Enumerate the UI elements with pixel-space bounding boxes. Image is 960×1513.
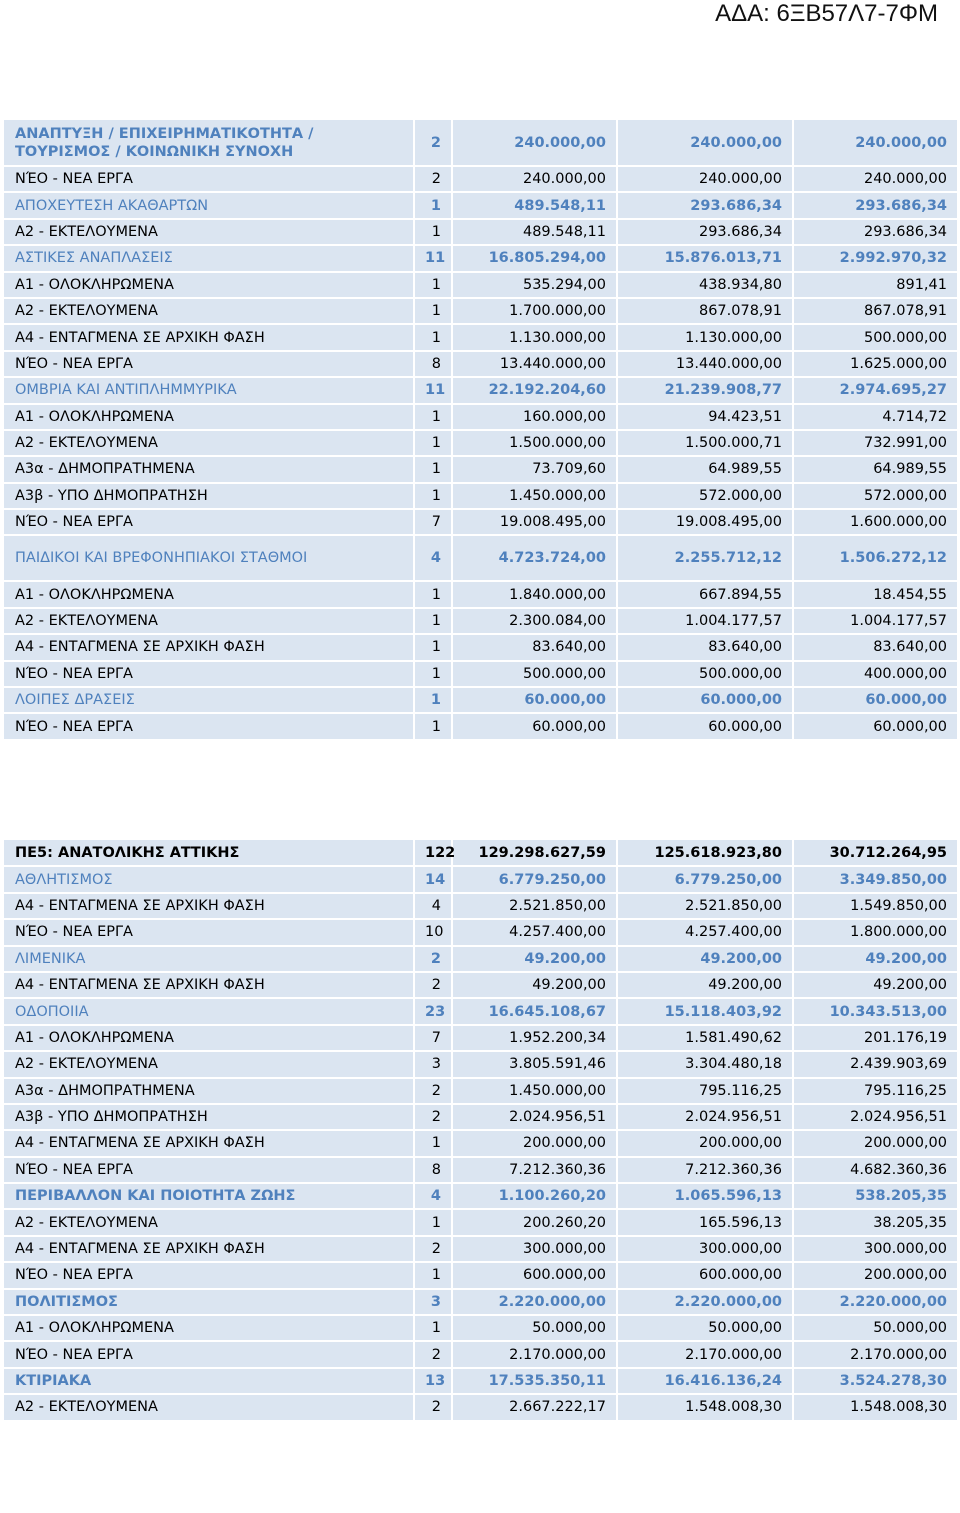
row-value-1: 83.640,00 (452, 634, 617, 660)
row-value-3: 60.000,00 (793, 713, 958, 739)
row-value-3: 732.991,00 (793, 430, 958, 456)
row-count: 8 (414, 1157, 452, 1183)
row-name: Α2 - ΕΚΤΕΛΟΥΜΕΝΑ (4, 1209, 414, 1235)
row-value-3: 300.000,00 (793, 1236, 958, 1262)
category-row (4, 998, 958, 1024)
row-name: Α2 - ΕΚΤΕΛΟΥΜΕΝΑ (4, 298, 414, 324)
row-value-1: 13.440.000,00 (452, 351, 617, 377)
row-value-1: 129.298.627,59 (452, 840, 617, 866)
row-value-2: 2.521.850,00 (617, 893, 793, 919)
row-count: 2 (414, 946, 452, 972)
row-value-1: 3.805.591,46 (452, 1051, 617, 1077)
row-value-3: 240.000,00 (793, 120, 958, 166)
row-value-2: 165.596,13 (617, 1209, 793, 1235)
row-value-3: 867.078,91 (793, 298, 958, 324)
row-value-3: 1.004.177,57 (793, 608, 958, 634)
row-value-3: 795.116,25 (793, 1078, 958, 1104)
row-value-2: 13.440.000,00 (617, 351, 793, 377)
row-value-2: 49.200,00 (617, 946, 793, 972)
table-row (4, 324, 958, 350)
row-name: Α3β - ΥΠΟ ΔΗΜΟΠΡΑΤΗΣΗ (4, 483, 414, 509)
budget-table-1 (4, 120, 959, 741)
row-count: 1 (414, 430, 452, 456)
row-value-2: 3.304.480,18 (617, 1051, 793, 1077)
row-value-3: 4.682.360,36 (793, 1157, 958, 1183)
table-row (4, 456, 958, 482)
row-name: Α1 - ΟΛΟΚΛΗΡΩΜΕΝΑ (4, 272, 414, 298)
category-row (4, 1289, 958, 1315)
row-value-2: 572.000,00 (617, 483, 793, 509)
row-value-2: 49.200,00 (617, 972, 793, 998)
row-value-2: 64.989,55 (617, 456, 793, 482)
row-value-3: 2.974.695,27 (793, 377, 958, 403)
row-value-1: 50.000,00 (452, 1315, 617, 1341)
row-value-1: 1.952.200,34 (452, 1025, 617, 1051)
ada-stamp: ΑΔΑ: 6ΞΒ57Λ7-7ΦΜ (715, 0, 938, 27)
row-count: 1 (414, 192, 452, 218)
table-row (4, 1394, 958, 1420)
row-value-2: 60.000,00 (617, 713, 793, 739)
row-name: ΝΈΟ - ΝΕΑ ΕΡΓΑ (4, 1341, 414, 1367)
row-value-1: 500.000,00 (452, 661, 617, 687)
row-count: 2 (414, 166, 452, 192)
row-value-3: 49.200,00 (793, 972, 958, 998)
row-value-3: 1.506.272,12 (793, 535, 958, 581)
row-value-2: 667.894,55 (617, 581, 793, 607)
row-name: Α1 - ΟΛΟΚΛΗΡΩΜΕΝΑ (4, 1315, 414, 1341)
row-count: 1 (414, 219, 452, 245)
row-count: 2 (414, 972, 452, 998)
row-name: Α1 - ΟΛΟΚΛΗΡΩΜΕΝΑ (4, 404, 414, 430)
table-row (4, 351, 958, 377)
row-name: ΑΠΟΧΕΥΤΕΣΗ ΑΚΑΘΑΡΤΩΝ (4, 192, 414, 218)
row-value-1: 6.779.250,00 (452, 866, 617, 892)
row-value-2: 4.257.400,00 (617, 919, 793, 945)
row-count: 11 (414, 377, 452, 403)
row-value-2: 19.008.495,00 (617, 509, 793, 535)
row-value-3: 400.000,00 (793, 661, 958, 687)
row-value-3: 200.000,00 (793, 1130, 958, 1156)
table-row (4, 166, 958, 192)
row-value-1: 200.000,00 (452, 1130, 617, 1156)
row-value-3: 18.454,55 (793, 581, 958, 607)
row-value-3: 200.000,00 (793, 1262, 958, 1288)
table-row (4, 1078, 958, 1104)
row-value-3: 2.170.000,00 (793, 1341, 958, 1367)
table-row (4, 1051, 958, 1077)
row-value-1: 1.840.000,00 (452, 581, 617, 607)
row-value-1: 300.000,00 (452, 1236, 617, 1262)
row-value-1: 1.450.000,00 (452, 1078, 617, 1104)
category-row (4, 192, 958, 218)
row-count: 1 (414, 483, 452, 509)
row-value-2: 240.000,00 (617, 166, 793, 192)
row-value-1: 16.645.108,67 (452, 998, 617, 1024)
row-value-3: 1.548.008,30 (793, 1394, 958, 1420)
row-value-1: 19.008.495,00 (452, 509, 617, 535)
row-value-3: 49.200,00 (793, 946, 958, 972)
table-row (4, 919, 958, 945)
row-value-2: 1.130.000,00 (617, 324, 793, 350)
row-count: 4 (414, 893, 452, 919)
row-value-3: 30.712.264,95 (793, 840, 958, 866)
row-name: ΠΕΡΙΒΑΛΛΟΝ ΚΑΙ ΠΟΙΟΤΗΤΑ ΖΩΗΣ (4, 1183, 414, 1209)
row-count: 14 (414, 866, 452, 892)
budget-table-2-body (4, 840, 958, 1421)
row-name: ΑΘΛΗΤΙΣΜΟΣ (4, 866, 414, 892)
row-name: ΝΈΟ - ΝΕΑ ΕΡΓΑ (4, 166, 414, 192)
row-count: 1 (414, 608, 452, 634)
table-row (4, 509, 958, 535)
row-value-3: 201.176,19 (793, 1025, 958, 1051)
table-row (4, 1130, 958, 1156)
category-row (4, 535, 958, 581)
row-value-2: 293.686,34 (617, 219, 793, 245)
row-name: Α2 - ΕΚΤΕΛΟΥΜΕΝΑ (4, 608, 414, 634)
row-count: 1 (414, 661, 452, 687)
row-value-3: 50.000,00 (793, 1315, 958, 1341)
row-count: 1 (414, 404, 452, 430)
category-row (4, 245, 958, 271)
row-value-2: 300.000,00 (617, 1236, 793, 1262)
table-row (4, 1262, 958, 1288)
row-value-2: 50.000,00 (617, 1315, 793, 1341)
row-value-1: 240.000,00 (452, 166, 617, 192)
row-value-2: 16.416.136,24 (617, 1368, 793, 1394)
table-row (4, 404, 958, 430)
table-row (4, 893, 958, 919)
row-value-1: 1.100.260,20 (452, 1183, 617, 1209)
row-count: 11 (414, 245, 452, 271)
table-row (4, 972, 958, 998)
budget-table-2 (4, 840, 959, 1422)
row-value-2: 6.779.250,00 (617, 866, 793, 892)
row-value-3: 2.992.970,32 (793, 245, 958, 271)
row-count: 1 (414, 1262, 452, 1288)
row-value-3: 240.000,00 (793, 166, 958, 192)
row-value-3: 891,41 (793, 272, 958, 298)
row-name: ΛΟΙΠΕΣ ΔΡΑΣΕΙΣ (4, 687, 414, 713)
row-value-3: 1.549.850,00 (793, 893, 958, 919)
row-value-1: 49.200,00 (452, 972, 617, 998)
row-count: 2 (414, 1078, 452, 1104)
row-value-1: 1.130.000,00 (452, 324, 617, 350)
row-value-2: 600.000,00 (617, 1262, 793, 1288)
row-value-3: 64.989,55 (793, 456, 958, 482)
table-row (4, 608, 958, 634)
row-count: 3 (414, 1051, 452, 1077)
row-name: Α3α - ΔΗΜΟΠΡΑΤΗΜΕΝΑ (4, 456, 414, 482)
row-value-1: 73.709,60 (452, 456, 617, 482)
row-count: 7 (414, 1025, 452, 1051)
row-count: 1 (414, 687, 452, 713)
row-value-3: 83.640,00 (793, 634, 958, 660)
table-row (4, 430, 958, 456)
row-count: 1 (414, 1130, 452, 1156)
row-value-1: 600.000,00 (452, 1262, 617, 1288)
row-value-1: 1.700.000,00 (452, 298, 617, 324)
table-row (4, 1341, 958, 1367)
row-value-3: 1.600.000,00 (793, 509, 958, 535)
row-value-1: 60.000,00 (452, 713, 617, 739)
table-row (4, 219, 958, 245)
row-count: 7 (414, 509, 452, 535)
row-value-3: 2.024.956,51 (793, 1104, 958, 1130)
row-name: ΠΑΙΔΙΚΟΙ ΚΑΙ ΒΡΕΦΟΝΗΠΙΑΚΟΙ ΣΤΑΘΜΟΙ (4, 535, 414, 581)
region-total-row (4, 840, 958, 866)
row-name: Α4 - ΕΝΤΑΓΜΕΝΑ ΣΕ ΑΡΧΙΚΗ ΦΑΣΗ (4, 324, 414, 350)
budget-table-1-body (4, 120, 958, 740)
row-value-2: 15.118.403,92 (617, 998, 793, 1024)
row-value-3: 538.205,35 (793, 1183, 958, 1209)
row-name: ΝΈΟ - ΝΕΑ ΕΡΓΑ (4, 509, 414, 535)
row-count: 13 (414, 1368, 452, 1394)
row-value-3: 60.000,00 (793, 687, 958, 713)
row-value-2: 1.004.177,57 (617, 608, 793, 634)
table-row (4, 1236, 958, 1262)
row-value-1: 49.200,00 (452, 946, 617, 972)
row-count: 1 (414, 581, 452, 607)
category-row (4, 1368, 958, 1394)
table-row (4, 1157, 958, 1183)
row-value-1: 489.548,11 (452, 192, 617, 218)
row-value-1: 17.535.350,11 (452, 1368, 617, 1394)
row-value-1: 4.257.400,00 (452, 919, 617, 945)
row-value-3: 2.220.000,00 (793, 1289, 958, 1315)
row-count: 2 (414, 120, 452, 166)
row-name: Α4 - ΕΝΤΑΓΜΕΝΑ ΣΕ ΑΡΧΙΚΗ ΦΑΣΗ (4, 1130, 414, 1156)
row-value-1: 22.192.204,60 (452, 377, 617, 403)
row-count: 23 (414, 998, 452, 1024)
row-name: ΚΤΙΡΙΑΚΑ (4, 1368, 414, 1394)
table-row (4, 1209, 958, 1235)
row-count: 10 (414, 919, 452, 945)
row-value-3: 293.686,34 (793, 192, 958, 218)
row-value-2: 293.686,34 (617, 192, 793, 218)
row-name: Α4 - ΕΝΤΑΓΜΕΝΑ ΣΕ ΑΡΧΙΚΗ ΦΑΣΗ (4, 893, 414, 919)
row-name: Α4 - ΕΝΤΑΓΜΕΝΑ ΣΕ ΑΡΧΙΚΗ ΦΑΣΗ (4, 972, 414, 998)
row-value-3: 293.686,34 (793, 219, 958, 245)
row-value-3: 3.524.278,30 (793, 1368, 958, 1394)
row-value-3: 1.800.000,00 (793, 919, 958, 945)
row-value-3: 2.439.903,69 (793, 1051, 958, 1077)
row-count: 1 (414, 272, 452, 298)
row-name: ΝΈΟ - ΝΕΑ ΕΡΓΑ (4, 919, 414, 945)
row-name: ΝΈΟ - ΝΕΑ ΕΡΓΑ (4, 713, 414, 739)
table-row (4, 634, 958, 660)
row-value-3: 1.625.000,00 (793, 351, 958, 377)
row-value-1: 489.548,11 (452, 219, 617, 245)
row-value-2: 60.000,00 (617, 687, 793, 713)
row-value-2: 7.212.360,36 (617, 1157, 793, 1183)
row-count: 1 (414, 1209, 452, 1235)
row-name: Α1 - ΟΛΟΚΛΗΡΩΜΕΝΑ (4, 1025, 414, 1051)
row-value-1: 160.000,00 (452, 404, 617, 430)
row-value-1: 2.024.956,51 (452, 1104, 617, 1130)
row-value-2: 2.024.956,51 (617, 1104, 793, 1130)
table-row (4, 1315, 958, 1341)
row-value-1: 16.805.294,00 (452, 245, 617, 271)
row-count: 4 (414, 535, 452, 581)
row-value-2: 15.876.013,71 (617, 245, 793, 271)
category-row (4, 866, 958, 892)
row-name: Α4 - ΕΝΤΑΓΜΕΝΑ ΣΕ ΑΡΧΙΚΗ ΦΑΣΗ (4, 634, 414, 660)
row-count: 1 (414, 324, 452, 350)
row-value-2: 1.581.490,62 (617, 1025, 793, 1051)
row-count: 122 (414, 840, 452, 866)
category-row (4, 377, 958, 403)
row-value-3: 38.205,35 (793, 1209, 958, 1235)
row-value-3: 500.000,00 (793, 324, 958, 350)
table-row (4, 713, 958, 739)
row-name: ΝΈΟ - ΝΕΑ ΕΡΓΑ (4, 661, 414, 687)
row-name: ΠΕ5: ΑΝΑΤΟΛΙΚΗΣ ΑΤΤΙΚΗΣ (4, 840, 414, 866)
row-value-1: 60.000,00 (452, 687, 617, 713)
row-value-1: 2.300.084,00 (452, 608, 617, 634)
row-value-2: 94.423,51 (617, 404, 793, 430)
row-name: ΠΟΛΙΤΙΣΜΟΣ (4, 1289, 414, 1315)
row-count: 2 (414, 1104, 452, 1130)
row-name: ΝΈΟ - ΝΕΑ ΕΡΓΑ (4, 1262, 414, 1288)
row-count: 2 (414, 1394, 452, 1420)
table-row (4, 483, 958, 509)
category-row (4, 1183, 958, 1209)
table-row (4, 298, 958, 324)
row-count: 1 (414, 1315, 452, 1341)
row-count: 1 (414, 634, 452, 660)
row-value-2: 500.000,00 (617, 661, 793, 687)
row-name: Α2 - ΕΚΤΕΛΟΥΜΕΝΑ (4, 430, 414, 456)
row-count: 1 (414, 456, 452, 482)
row-value-3: 10.343.513,00 (793, 998, 958, 1024)
row-value-3: 4.714,72 (793, 404, 958, 430)
row-name: Α2 - ΕΚΤΕΛΟΥΜΕΝΑ (4, 219, 414, 245)
category-row (4, 120, 958, 166)
row-value-1: 1.450.000,00 (452, 483, 617, 509)
row-value-1: 200.260,20 (452, 1209, 617, 1235)
row-name: Α4 - ΕΝΤΑΓΜΕΝΑ ΣΕ ΑΡΧΙΚΗ ΦΑΣΗ (4, 1236, 414, 1262)
row-value-2: 1.500.000,71 (617, 430, 793, 456)
row-value-2: 867.078,91 (617, 298, 793, 324)
row-value-1: 2.521.850,00 (452, 893, 617, 919)
row-name: Α3α - ΔΗΜΟΠΡΑΤΗΜΕΝΑ (4, 1078, 414, 1104)
row-count: 8 (414, 351, 452, 377)
row-value-2: 125.618.923,80 (617, 840, 793, 866)
row-value-2: 438.934,80 (617, 272, 793, 298)
row-value-1: 4.723.724,00 (452, 535, 617, 581)
row-count: 1 (414, 298, 452, 324)
row-name: ΛΙΜΕΝΙΚΑ (4, 946, 414, 972)
row-count: 4 (414, 1183, 452, 1209)
row-value-1: 7.212.360,36 (452, 1157, 617, 1183)
row-value-3: 3.349.850,00 (793, 866, 958, 892)
row-value-2: 200.000,00 (617, 1130, 793, 1156)
row-value-2: 2.255.712,12 (617, 535, 793, 581)
category-row (4, 946, 958, 972)
row-value-1: 2.220.000,00 (452, 1289, 617, 1315)
row-count: 2 (414, 1341, 452, 1367)
row-value-2: 1.065.596,13 (617, 1183, 793, 1209)
table-row (4, 272, 958, 298)
row-name: Α3β - ΥΠΟ ΔΗΜΟΠΡΑΤΗΣΗ (4, 1104, 414, 1130)
row-value-2: 2.170.000,00 (617, 1341, 793, 1367)
row-name: ΝΈΟ - ΝΕΑ ΕΡΓΑ (4, 351, 414, 377)
row-name: ΝΈΟ - ΝΕΑ ΕΡΓΑ (4, 1157, 414, 1183)
row-value-1: 2.170.000,00 (452, 1341, 617, 1367)
row-count: 3 (414, 1289, 452, 1315)
row-value-1: 535.294,00 (452, 272, 617, 298)
row-value-2: 2.220.000,00 (617, 1289, 793, 1315)
row-value-2: 795.116,25 (617, 1078, 793, 1104)
row-count: 2 (414, 1236, 452, 1262)
row-name: ΟΜΒΡΙΑ ΚΑΙ ΑΝΤΙΠΛΗΜΜΥΡΙΚΑ (4, 377, 414, 403)
row-name: Α2 - ΕΚΤΕΛΟΥΜΕΝΑ (4, 1394, 414, 1420)
row-value-1: 1.500.000,00 (452, 430, 617, 456)
table-row (4, 1104, 958, 1130)
row-name: Α2 - ΕΚΤΕΛΟΥΜΕΝΑ (4, 1051, 414, 1077)
table-row (4, 1025, 958, 1051)
row-name: ΟΔΟΠΟΙΙΑ (4, 998, 414, 1024)
row-value-2: 1.548.008,30 (617, 1394, 793, 1420)
category-row (4, 687, 958, 713)
row-name: ΑΣΤΙΚΕΣ ΑΝΑΠΛΑΣΕΙΣ (4, 245, 414, 271)
row-value-3: 572.000,00 (793, 483, 958, 509)
table-row (4, 581, 958, 607)
row-count: 1 (414, 713, 452, 739)
row-value-2: 21.239.908,77 (617, 377, 793, 403)
row-name: Α1 - ΟΛΟΚΛΗΡΩΜΕΝΑ (4, 581, 414, 607)
row-value-1: 240.000,00 (452, 120, 617, 166)
row-name: ΑΝΑΠΤΥΞΗ / ΕΠΙΧΕΙΡΗΜΑΤΙΚΟΤΗΤΑ / ΤΟΥΡΙΣΜΟΣ / ΚΟΙΝΩΝΙΚΗ ΣΥΝΟΧΗ (4, 120, 414, 166)
row-value-2: 240.000,00 (617, 120, 793, 166)
row-value-1: 2.667.222,17 (452, 1394, 617, 1420)
row-value-2: 83.640,00 (617, 634, 793, 660)
table-row (4, 661, 958, 687)
